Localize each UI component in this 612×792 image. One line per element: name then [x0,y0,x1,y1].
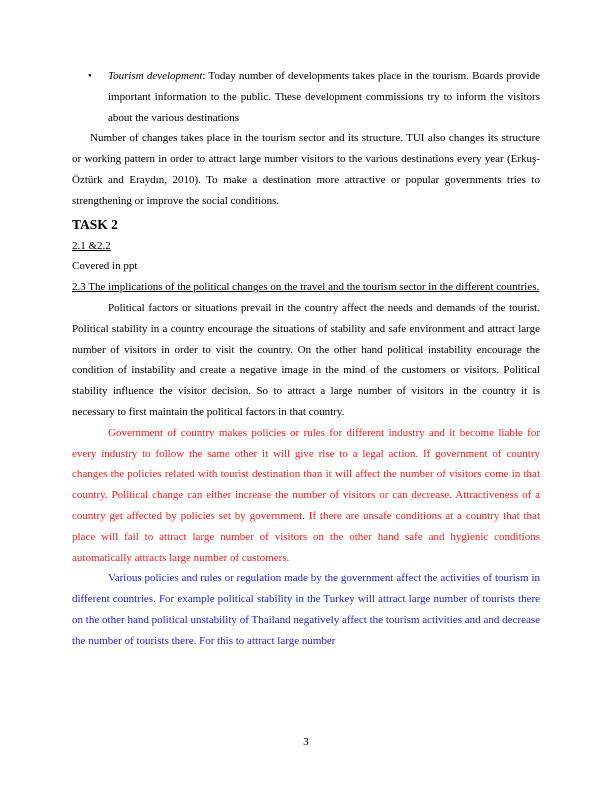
paragraph-policies-regulation: Various policies and rules or regulation made by the government affect the activities of tourism in different countries. For example political stability in the Turkey will attract large number of tourists there on the other hand political unstability of Thailand negatively affect the tourism activities and and decrease the number of tourists there. For this to attract large number [72,572,540,647]
heading-2-3: 2.3 The implications of the political changes on the travel and the tourism sector in the different countries. [72,281,540,294]
subheading-2-1-text: 2.1 &2.2 [72,239,111,252]
bullet-item-tourism-development [72,66,540,128]
subheading-2-1 [72,236,540,257]
bullet-icon: • [88,70,92,82]
paragraph-tui-changes: Number of changes takes place in the tourism sector and its structure. TUI also changes its structure or working pattern in order to attract large number visitors to the various destinations every year (Erkuş-Öztürk and Eraydın, 2010). To make a destination more attractive or popular governments tries to strengthening or improve the social conditions. [72,132,540,207]
page-number: 3 [303,736,309,748]
task-heading: TASK 2 [72,216,118,232]
paragraph-political-factors: Political factors or situations prevail in the country affect the needs and demands of the tourist. Political stability in a country encourage the situations of stability and safe environment and attract large number of visitors in order to visit the country. On the other hand political instability encourage the condition of instability and create a negative image in the mind of the customers or visitors. Political stability influence the visitor decision. So to attract a large number of visitors in the country it is necessary to first maintain the political factors in that country. [72,301,540,418]
bullet-term: Tourism development [108,70,203,82]
bullet-text: : Today number of developments takes place in the tourism. Boards provide important information to the public. These development commissions try to inform the visitors about the various destinations [108,70,540,124]
paragraph-government-policies: Government of country makes policies or rules for different industry and it become liable for every industry to follow the same other it will give rise to a legal action. If government of country changes the policies related with tourist destination than it will affect the number of visitors come in that country. Political change can either increase the number of visitors or can decrease. Attractiveness of a country get affected by policies set by government. If there are unsafe conditions at a country that that place will fail to attract large number of visitors on the other hand safe and hygienic conditions automatically attracts large number of customers. [72,426,540,564]
covered-note: Covered in ppt [72,260,138,273]
page-content [72,66,540,652]
